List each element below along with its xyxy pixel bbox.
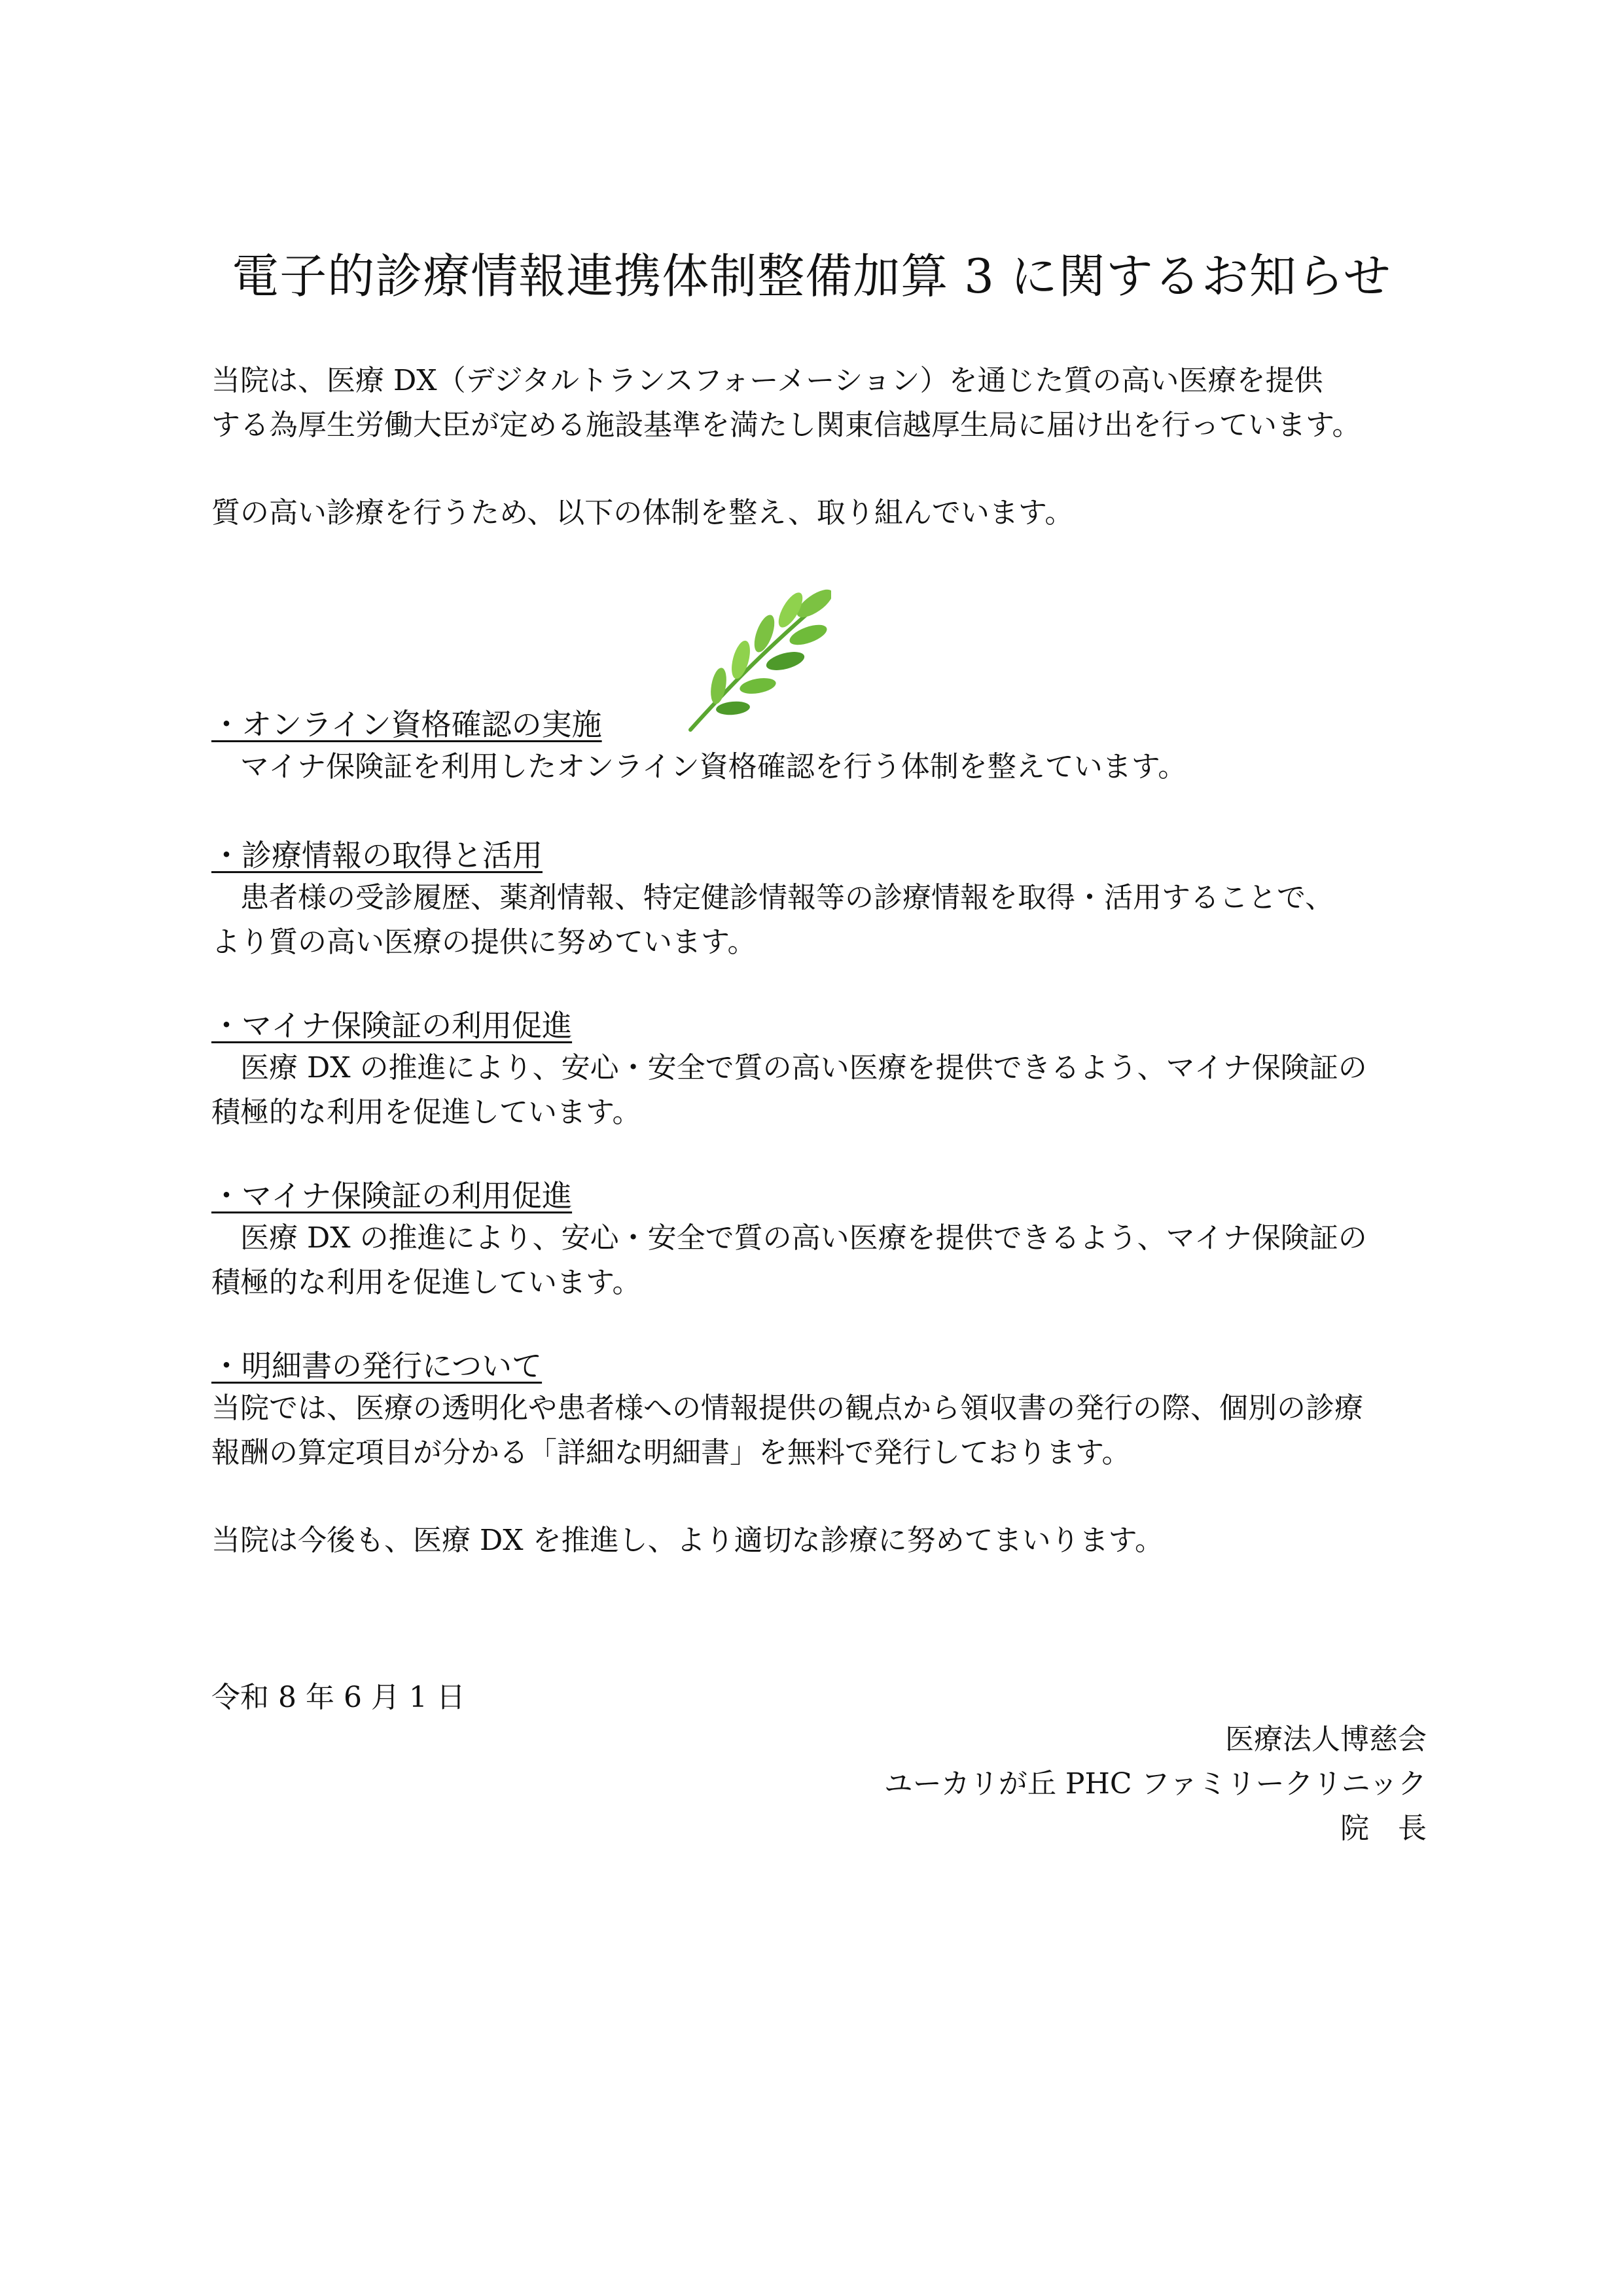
signature-block xyxy=(884,1717,1427,1851)
section-line: 患者様の受診履歴、薬剤情報、特定健診情報等の診療情報を取得・活用することで、 xyxy=(240,881,1334,914)
section-line: 積極的な利用を促進しています。 xyxy=(211,1096,641,1129)
section-body xyxy=(211,876,1442,965)
clinic-name: ユーカリが丘 PHC ファミリークリニック xyxy=(883,1767,1427,1801)
section-heading-myna-card: ・マイナ保険証の利用促進 xyxy=(211,1178,573,1213)
section-body xyxy=(211,1216,1442,1305)
section-body xyxy=(211,1046,1442,1135)
page-title: 電子的診療情報連携体制整備加算 3 に関するお知らせ xyxy=(232,249,1391,304)
section-heading-myna-card: ・マイナ保険証の利用促進 xyxy=(211,1008,573,1043)
section-heading-online-qualification: ・オンライン資格確認の実施 xyxy=(211,707,602,742)
section-heading-medical-info: ・診療情報の取得と活用 xyxy=(211,838,543,873)
director-title: 院 長 xyxy=(1340,1812,1427,1845)
section-line: 医療 DX の推進により、安心・安全で質の高い医療を提供できるよう、マイナ保険証の xyxy=(240,1051,1367,1085)
intro-line: する為厚生労働大臣が定める施設基準を満たし関東信越厚生局に届け出を行っています。 xyxy=(211,408,1361,442)
section-line: 報酬の算定項目が分かる「詳細な明細書」を無料で発行しております。 xyxy=(211,1436,1131,1469)
section-line: 当院では、医療の透明化や患者様への情報提供の観点から領収書の発行の際、個別の診療 xyxy=(211,1391,1363,1425)
section-line: マイナ保険証を利用したオンライン資格確認を行う体制を整えています。 xyxy=(240,750,1187,783)
section-body xyxy=(211,745,1442,789)
section-line: より質の高い医療の提供に努めています。 xyxy=(211,925,757,959)
section-body xyxy=(211,1386,1442,1475)
section-heading-itemized-statement: ・明細書の発行について xyxy=(211,1348,543,1384)
issue-date: 令和 8 年 6 月 1 日 xyxy=(211,1681,465,1714)
intro-line: 当院は、医療 DX（デジタルトランスフォーメーション）を通じた質の高い医療を提供 xyxy=(211,364,1323,397)
section-line: 積極的な利用を促進しています。 xyxy=(211,1266,641,1299)
intro-lead: 質の高い診療を行うため、以下の体制を整え、取り組んでいます。 xyxy=(211,496,1074,529)
leaf-sprig-icon xyxy=(681,589,831,740)
organization-name: 医療法人博慈会 xyxy=(1225,1723,1427,1756)
closing-statement: 当院は今後も、医療 DX を推進し、より適切な診療に努めてまいります。 xyxy=(211,1524,1164,1557)
intro-paragraph xyxy=(211,359,1442,448)
section-line: 医療 DX の推進により、安心・安全で質の高い医療を提供できるよう、マイナ保険証の xyxy=(240,1221,1367,1255)
